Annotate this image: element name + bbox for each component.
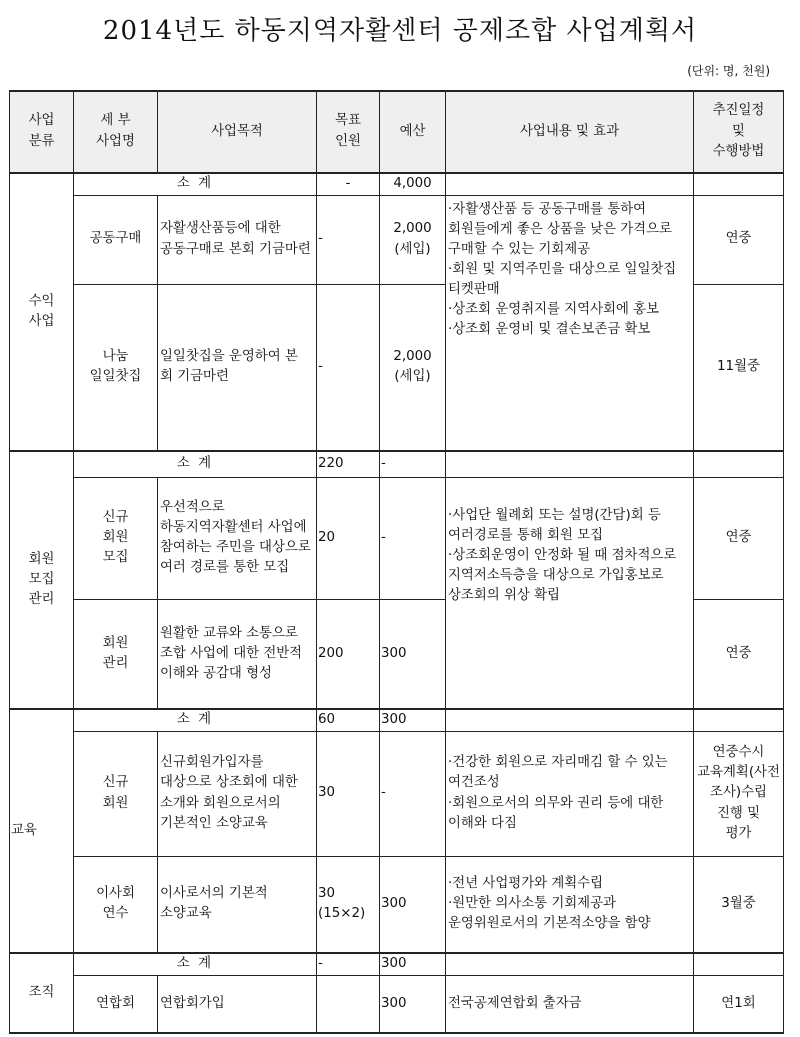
budget-cell: 300 <box>380 856 446 953</box>
business-plan-table <box>9 90 784 1034</box>
subtotal-schedule <box>694 709 784 731</box>
target-cell: - <box>317 284 380 451</box>
header-sub: 세 부 사업명 <box>74 91 158 173</box>
header-schedule: 추진일정 및 수행방법 <box>694 91 784 173</box>
category-cell: 회원 모집 관리 <box>10 451 74 709</box>
purpose-cell: 연합회가입 <box>158 975 317 1033</box>
target-cell <box>317 975 380 1033</box>
target-cell: 20 <box>317 477 380 599</box>
target-cell: 30 <box>317 731 380 856</box>
budget-cell: 300 <box>380 599 446 709</box>
table-row <box>10 173 784 195</box>
schedule-cell: 연중 <box>694 599 784 709</box>
subtotal-schedule <box>694 953 784 975</box>
subtotal-content <box>446 173 694 195</box>
header-content: 사업내용 및 효과 <box>446 91 694 173</box>
sub-name: 회원 관리 <box>74 599 158 709</box>
purpose-cell: 우선적으로 하동지역자활센터 사업에 참여하는 주민을 대상으로 여러 경로를 통한 모집 <box>158 477 317 599</box>
subtotal-target: 60 <box>317 709 380 731</box>
purpose-cell: 일일찻집을 운영하여 본 회 기금마련 <box>158 284 317 451</box>
subtotal-content <box>446 451 694 477</box>
sub-name: 공동구매 <box>74 195 158 284</box>
subtotal-target: - <box>317 953 380 975</box>
subtotal-budget: - <box>380 451 446 477</box>
purpose-cell: 자활생산품등에 대한 공동구매로 본회 기금마련 <box>158 195 317 284</box>
schedule-cell: 3월중 <box>694 856 784 953</box>
target-cell: - <box>317 195 380 284</box>
content-cell: ·전년 사업평가와 계획수립 ·원만한 의사소통 기회제공과 운영위원로서의 기본적소양을 함양 <box>446 856 694 953</box>
schedule-cell: 연중 <box>694 195 784 284</box>
header-purpose: 사업목적 <box>158 91 317 173</box>
purpose-cell: 원활한 교류와 소통으로 조합 사업에 대한 전반적 이해와 공감대 형성 <box>158 599 317 709</box>
budget-cell: - <box>380 477 446 599</box>
subtotal-content <box>446 953 694 975</box>
budget-cell: 300 <box>380 975 446 1033</box>
subtotal-label: 소 계 <box>74 451 317 477</box>
subtotal-budget: 300 <box>380 709 446 731</box>
header-budget: 예산 <box>380 91 446 173</box>
content-cell: ·건강한 회원으로 자리매김 할 수 있는 여건조성 ·회원으로서의 의무와 권리 등에 대한 이해와 다짐 <box>446 731 694 856</box>
purpose-cell: 신규회원가입자를 대상으로 상조회에 대한 소개와 회원으로서의 기본적인 소양교육 <box>158 731 317 856</box>
content-cell: 전국공제연합회 출자금 <box>446 975 694 1033</box>
subtotal-budget: 300 <box>380 953 446 975</box>
table-row <box>10 953 784 975</box>
sub-name: 신규 회원 모집 <box>74 477 158 599</box>
category-cell: 조직 <box>10 953 74 1033</box>
sub-name: 이사회 연수 <box>74 856 158 953</box>
budget-cell: 2,000 (세입) <box>380 195 446 284</box>
budget-cell: 2,000 (세입) <box>380 284 446 451</box>
header-category: 사업 분류 <box>10 91 74 173</box>
header-target: 목표 인원 <box>317 91 380 173</box>
schedule-cell: 연중 <box>694 477 784 599</box>
subtotal-schedule <box>694 451 784 477</box>
schedule-cell: 연1회 <box>694 975 784 1033</box>
table-row <box>10 477 784 599</box>
target-cell: 30 (15×2) <box>317 856 380 953</box>
unit-label: (단위: 명, 천원) <box>687 64 770 78</box>
schedule-cell: 연중수시 교육계획(사전조사)수립 진행 및 평가 <box>694 731 784 856</box>
target-cell: 200 <box>317 599 380 709</box>
subtotal-label: 소 계 <box>74 953 317 975</box>
subtotal-schedule <box>694 173 784 195</box>
header-row <box>10 91 784 173</box>
schedule-cell: 11월중 <box>694 284 784 451</box>
table-row <box>10 856 784 953</box>
subtotal-label: 소 계 <box>74 173 317 195</box>
sub-name: 신규 회원 <box>74 731 158 856</box>
page-title: 2014년도 하동지역자활센터 공제조합 사업계획서 <box>102 16 698 46</box>
purpose-cell: 이사로서의 기본적 소양교육 <box>158 856 317 953</box>
category-cell: 수익 사업 <box>10 173 74 451</box>
content-cell: ·자활생산품 등 공동구매를 통하여 회원들에게 좋은 상품을 낮은 가격으로 구매할 수 있는 기회제공 ·회원 및 지역주민을 대상으로 일일찻집 티켓판매 ·상조회 운영취지를 지역사회에 홍보 ·상조회 운영비 및 결손보존금 확보 <box>446 195 694 451</box>
table-row <box>10 451 784 477</box>
sub-name: 연합회 <box>74 975 158 1033</box>
table-row <box>10 975 784 1033</box>
table-row <box>10 731 784 856</box>
subtotal-label: 소 계 <box>74 709 317 731</box>
table-row <box>10 195 784 284</box>
table-row <box>10 709 784 731</box>
subtotal-target: - <box>317 173 380 195</box>
subtotal-target: 220 <box>317 451 380 477</box>
content-cell: ·사업단 월례회 또는 설명(간담)회 등 여러경로를 통해 회원 모집 ·상조회운영이 안정화 될 때 점차적으로 지역저소득층을 대상으로 가입홍보로 상조회의 위상 확립 <box>446 477 694 709</box>
subtotal-content <box>446 709 694 731</box>
category-cell: 교육 <box>10 709 74 953</box>
sub-name: 나눔 일일찻집 <box>74 284 158 451</box>
budget-cell: - <box>380 731 446 856</box>
subtotal-budget: 4,000 <box>380 173 446 195</box>
